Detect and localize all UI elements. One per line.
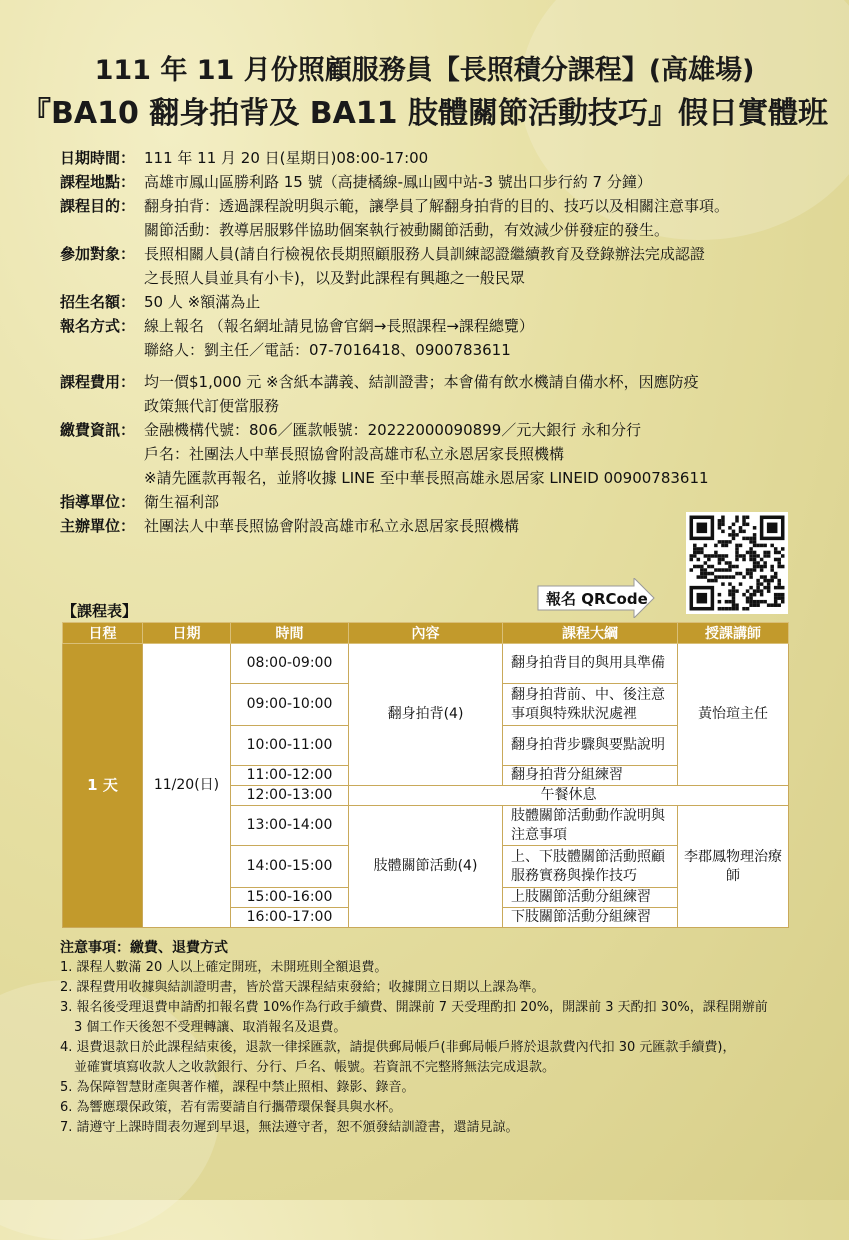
outline-cell: 上肢關節活動分組練習 — [503, 888, 678, 908]
notes-section — [60, 938, 800, 1138]
table-row — [63, 644, 789, 684]
info-guide — [60, 490, 820, 514]
info-payment — [60, 418, 820, 490]
info-label: 課程費用： — [60, 373, 136, 391]
info-value: 翻身拍背：透過課程說明與示範，讓學員了解翻身拍背的目的、技巧以及相關注意事項。 — [144, 197, 730, 215]
time-cell: 13:00-14:00 — [231, 806, 349, 846]
info-label: 指導單位： — [60, 493, 136, 511]
outline-cell: 下肢關節活動分組練習 — [503, 908, 678, 928]
info-value: 50 人 ※額滿為止 — [144, 293, 261, 311]
lunch-cell: 午餐休息 — [349, 786, 789, 806]
note-item: 3. 報名後受理退費申請酌扣報名費 10%作為行政手續費、開課前 7 天受理酌扣 20%，開課前 3 天酌扣 30%，課程開辦前 — [60, 1000, 768, 1015]
info-purpose — [60, 194, 820, 242]
info-label: 繳費資訊： — [60, 421, 136, 439]
info-value: 111 年 11 月 20 日(星期日)08:00-17:00 — [144, 149, 429, 167]
info-quota — [60, 290, 820, 314]
teacher-cell: 黃怡瑄主任 — [678, 644, 789, 786]
title-line-1: 111 年 11 月份照顧服務員【長照積分課程】(高雄場) — [94, 55, 755, 86]
table-header: 授課講師 — [678, 623, 789, 644]
outline-cell: 翻身拍背步驟與要點說明 — [503, 726, 678, 766]
schedule-caption: 【課程表】 — [62, 602, 138, 620]
info-value: 關節活動：教導居服夥伴協助個案執行被動關節活動，有效減少併發症的發生。 — [144, 221, 670, 239]
info-value: 政策無代訂便當服務 — [144, 397, 280, 415]
time-cell: 09:00-10:00 — [231, 684, 349, 726]
info-value: 高雄市鳳山區勝利路 15 號（高捷橘線-鳳山國中站-3 號出口步行約 7 分鐘） — [144, 173, 652, 191]
info-label: 報名方式： — [60, 317, 136, 335]
info-value: 戶名：社團法人中華長照協會附設高雄市私立永恩居家長照機構 — [144, 445, 565, 463]
info-label: 主辦單位： — [60, 517, 136, 535]
outline-cell: 肢體關節活動動作說明與注意事項 — [503, 806, 678, 846]
info-value: 金融機構代號：806／匯款帳號：20222000090899／元大銀行 永和分行 — [144, 421, 642, 439]
info-date — [60, 146, 820, 170]
outline-cell: 翻身拍背前、中、後注意事項與特殊狀況處裡 — [503, 684, 678, 726]
info-value: 社團法人中華長照協會附設高雄市私立永恩居家長照機構 — [144, 517, 520, 535]
info-register — [60, 314, 820, 362]
content-cell: 翻身拍背(4) — [349, 644, 503, 786]
title-line-2: 『BA10 翻身拍背及 BA11 肢體關節活動技巧』假日實體班 — [21, 96, 828, 131]
info-label: 日期時間： — [60, 149, 136, 167]
outline-cell: 翻身拍背分組練習 — [503, 766, 678, 786]
schedule-table — [62, 622, 789, 928]
time-cell: 10:00-11:00 — [231, 726, 349, 766]
info-value: 聯絡人：劉主任／電話：07-7016418、0900783611 — [144, 341, 511, 359]
info-value: ※請先匯款再報名，並將收據 LINE 至中華長照高雄永恩居家 LINEID 00900783611 — [144, 469, 709, 487]
registration-qr-code[interactable] — [686, 512, 788, 614]
info-fee — [60, 370, 820, 418]
day-cell: 1 天 — [63, 644, 143, 928]
time-cell: 11:00-12:00 — [231, 766, 349, 786]
time-cell: 16:00-17:00 — [231, 908, 349, 928]
note-item: 2. 課程費用收據與結訓證明書，皆於當天課程結束發給；收據開立日期以上課為準。 — [60, 980, 545, 995]
info-place — [60, 170, 820, 194]
time-cell: 12:00-13:00 — [231, 786, 349, 806]
info-value: 之長照人員並具有小卡)，以及對此課程有興趣之一般民眾 — [144, 269, 525, 287]
time-cell: 14:00-15:00 — [231, 846, 349, 888]
info-target — [60, 242, 820, 290]
qr-label-callout — [536, 578, 686, 618]
info-label: 課程目的： — [60, 197, 136, 215]
info-value: 長照相關人員(請自行檢視依長期照顧服務人員訓練認證繼續教育及登錄辦法完成認證 — [144, 245, 705, 263]
outline-cell: 翻身拍背目的與用具準備 — [503, 644, 678, 684]
info-label: 招生名額： — [60, 293, 136, 311]
course-info — [60, 146, 820, 538]
table-header: 日期 — [143, 623, 231, 644]
info-label: 參加對象： — [60, 245, 136, 263]
note-item: 6. 為響應環保政策，若有需要請自行攜帶環保餐具與水杯。 — [60, 1100, 402, 1115]
teacher-cell: 李郡鳳物理治療師 — [678, 806, 789, 928]
note-item: 1. 課程人數滿 20 人以上確定開班，未開班則全額退費。 — [60, 960, 388, 975]
content-cell: 肢體關節活動(4) — [349, 806, 503, 928]
note-item: 5. 為保障智慧財產與著作權，課程中禁止照相、錄影、錄音。 — [60, 1080, 415, 1095]
info-value: 衛生福利部 — [144, 493, 220, 511]
notes-heading: 注意事項：繳費、退費方式 — [60, 940, 228, 956]
table-header: 課程大綱 — [503, 623, 678, 644]
date-cell: 11/20(日) — [143, 644, 231, 928]
note-item: 7. 請遵守上課時間表勿遲到早退，無法遵守者，恕不頒發結訓證書，還請見諒。 — [60, 1120, 519, 1135]
note-item-continuation: 並確實填寫收款人之收款銀行、分行、戶名、帳號。若資訊不完整將無法完成退款。 — [74, 1060, 556, 1075]
table-header: 內容 — [349, 623, 503, 644]
outline-cell: 上、下肢體關節活動照顧服務實務與操作技巧 — [503, 846, 678, 888]
table-header-row — [63, 623, 789, 644]
qr-label: 報名 QRCode — [546, 590, 648, 608]
table-header: 時間 — [231, 623, 349, 644]
time-cell: 08:00-09:00 — [231, 644, 349, 684]
table-header: 日程 — [63, 623, 143, 644]
info-value: 線上報名 （報名網址請見協會官網→長照課程→課程總覽） — [144, 317, 534, 335]
info-value: 均一價$1,000 元 ※含紙本講義、結訓證書；本會備有飲水機請自備水杯，因應防疫 — [144, 373, 699, 391]
note-item-continuation: 3 個工作天後恕不受理轉讓、取消報名及退費。 — [74, 1020, 347, 1035]
note-item: 4. 退費退款日於此課程結束後，退款一律採匯款，請提供郵局帳戶(非郵局帳戶將於退款費內代扣 30 元匯款手續費)， — [60, 1040, 736, 1055]
info-label: 課程地點： — [60, 173, 136, 191]
time-cell: 15:00-16:00 — [231, 888, 349, 908]
